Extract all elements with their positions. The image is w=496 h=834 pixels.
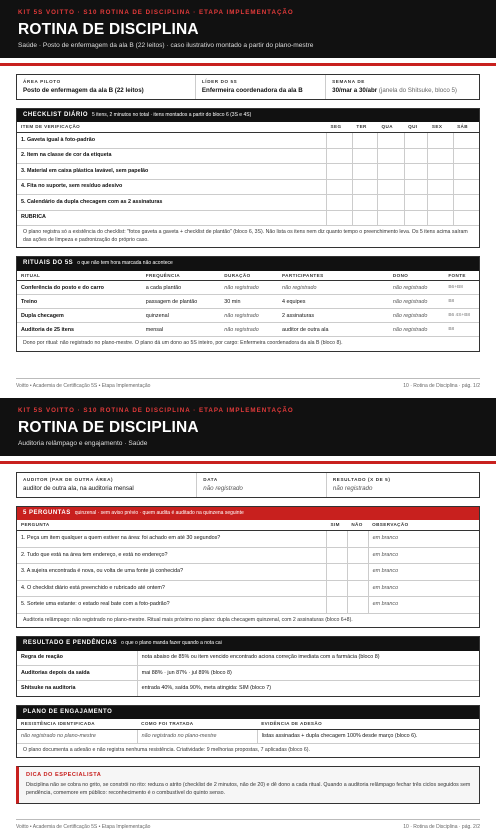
yes-box[interactable] — [327, 597, 348, 614]
col-header: QUA — [378, 122, 405, 132]
engagement-row — [17, 729, 479, 743]
day-box[interactable] — [327, 210, 353, 226]
yes-box[interactable] — [327, 580, 348, 597]
question-text: 5. Sorteie uma estante: o estado real bate com a foto-padrão? — [17, 597, 327, 614]
checklist-item: 1. Gaveta igual à foto-padrão — [17, 133, 327, 149]
kicker: KIT 5S VOITTO · S10 ROTINA DE DISCIPLINA · ETAPA IMPLEMENTAÇÃO — [18, 407, 294, 414]
col-header: NÃO — [347, 520, 368, 530]
result-key: Auditorias depois da saída — [17, 666, 137, 681]
day-box[interactable] — [404, 133, 428, 149]
questions-header — [17, 507, 479, 521]
ritual-participants: auditor de outra ala — [278, 323, 389, 337]
checklist-row — [17, 195, 479, 211]
audit-info-bar — [16, 472, 480, 497]
yes-box[interactable] — [327, 547, 348, 564]
info-label: ÁREA PILOTO — [23, 79, 61, 85]
engagement-evidence: listas assinadas + dupla checagem 100% desde março (bloco 6). — [257, 729, 479, 743]
page-header — [0, 0, 496, 58]
day-box[interactable] — [453, 179, 479, 195]
info-value: Posto de enfermagem da ala B (22 leitos) — [23, 87, 144, 95]
page-footer — [16, 819, 480, 830]
no-box[interactable] — [347, 580, 368, 597]
page-header — [0, 398, 496, 456]
ritual-duration: não registrado — [220, 281, 278, 295]
results-table — [17, 651, 479, 696]
expert-tip — [16, 766, 480, 804]
info-value: auditor de outra ala, na auditoria mensal — [23, 485, 134, 493]
day-box[interactable] — [428, 148, 453, 164]
day-box[interactable] — [453, 210, 479, 226]
ritual-owner: não registrado — [389, 281, 444, 295]
info-area — [17, 75, 196, 98]
info-value: não registrado — [332, 485, 373, 493]
yes-box[interactable] — [327, 531, 348, 548]
col-header: SEG — [327, 122, 353, 132]
info-value: não registrado — [203, 485, 243, 493]
day-box[interactable] — [428, 210, 453, 226]
checklist-item: 2. Item na classe de cor da etiqueta — [17, 148, 327, 164]
info-date — [197, 473, 327, 496]
day-box[interactable] — [404, 164, 428, 180]
ritual-source: B6 4S+B8 — [444, 309, 479, 323]
questions-note: Auditoria relâmpago: não registrado no plano-mestre. Ritual mais próximo no plano: dupla checagem quinzenal, com 2 assinaturas (bloco 6+8). — [23, 616, 353, 623]
observation[interactable]: em branco — [368, 580, 479, 597]
question-row — [17, 564, 479, 581]
info-value: 30/mar a 30/abr — [332, 87, 378, 95]
info-label: AUDITOR (PAR DE OUTRA ÁREA) — [23, 477, 114, 483]
col-header: RESISTÊNCIA IDENTIFICADA — [17, 719, 137, 729]
result-row — [17, 651, 479, 666]
rituals-note: Dono por ritual: não registrado no plano-mestre. O plano dá um dono ao 5S inteiro, por cargo: Enfermeira coordenadora da ala B (bloco 8). — [23, 340, 343, 347]
engagement-table — [17, 719, 479, 744]
day-box[interactable] — [428, 164, 453, 180]
ritual-row — [17, 323, 479, 337]
observation[interactable]: em branco — [368, 564, 479, 581]
day-box[interactable] — [428, 179, 453, 195]
day-box[interactable] — [378, 133, 405, 149]
engagement-section — [16, 705, 480, 759]
info-auditor — [17, 473, 197, 496]
ritual-frequency: quinzenal — [142, 309, 221, 323]
day-box[interactable] — [378, 179, 405, 195]
yes-box[interactable] — [327, 564, 348, 581]
footer-right: 10 · Rotina de Disciplina · pág. 2/2 — [403, 823, 480, 830]
day-box[interactable] — [352, 133, 377, 149]
no-box[interactable] — [347, 547, 368, 564]
accent-rule — [0, 63, 496, 66]
page-subtitle: Auditoria relâmpago e engajamento · Saúde — [18, 440, 148, 448]
ritual-name: Conferência do posto e do carro — [17, 281, 142, 295]
checklist-item: 3. Material em caixa plástica lavável, sem papelão — [17, 164, 327, 180]
day-box[interactable] — [327, 133, 353, 149]
day-box[interactable] — [378, 148, 405, 164]
engagement-header — [17, 706, 479, 720]
question-text: 2. Tudo que está na área tem endereço, e está no endereço? — [17, 547, 327, 564]
ritual-owner: não registrado — [389, 309, 444, 323]
checklist-row — [17, 148, 479, 164]
ritual-source: B6+B8 — [444, 281, 479, 295]
col-header: SÁB — [453, 122, 479, 132]
day-box[interactable] — [404, 210, 428, 226]
day-box[interactable] — [428, 133, 453, 149]
accent-rule — [0, 461, 496, 464]
section-title: 5 PERGUNTAS — [23, 509, 71, 516]
results-section — [16, 636, 480, 697]
checklist-section — [16, 108, 480, 248]
section-title: RESULTADO E PENDÊNCIAS — [23, 640, 118, 647]
day-box[interactable] — [327, 195, 353, 211]
info-label: RESULTADO (X DE 5) — [332, 477, 391, 483]
ritual-name: Dupla checagem — [17, 309, 142, 323]
info-label: DATA — [203, 477, 218, 483]
rubric-row — [17, 210, 479, 226]
col-header: DONO — [389, 271, 444, 281]
info-leader — [196, 75, 326, 98]
day-box[interactable] — [404, 195, 428, 211]
col-header: ITEM DE VERIFICAÇÃO — [17, 122, 327, 132]
page-title: ROTINA DE DISCIPLINA — [18, 418, 199, 436]
day-box[interactable] — [352, 195, 377, 211]
day-box[interactable] — [327, 148, 353, 164]
checklist-row — [17, 179, 479, 195]
col-header: SIM — [327, 520, 348, 530]
rituals-section — [16, 256, 480, 352]
ritual-source: B8 — [444, 295, 479, 309]
tip-text: Disciplina não se cobra no grito, se constrói no rito: reduza o atrito (checklist de 2 minutos, não de 20) e dê dono a cada ritual. Quando a auditoria relâmpago fechar três ciclos seguidos sem pendência, comemore em público: reconhecimento é o combustível do quinto senso. — [26, 782, 471, 797]
no-box[interactable] — [347, 564, 368, 581]
engagement-treatment: não registrado no plano-mestre — [137, 729, 257, 743]
day-box[interactable] — [378, 210, 405, 226]
day-box[interactable] — [453, 195, 479, 211]
kicker: KIT 5S VOITTO · S10 ROTINA DE DISCIPLINA · ETAPA IMPLEMENTAÇÃO — [18, 9, 294, 16]
section-subtitle: 5 itens, 2 minutos no total · itens montados a partir do bloco 6 (3S e 4S) — [92, 111, 252, 118]
day-box[interactable] — [453, 148, 479, 164]
result-row — [17, 666, 479, 681]
questions-section — [16, 506, 480, 628]
footer-right: 10 · Rotina de Disciplina · pág. 1/2 — [403, 382, 480, 389]
info-week — [326, 75, 479, 98]
day-box[interactable] — [352, 164, 377, 180]
ritual-frequency: mensal — [142, 323, 221, 337]
info-value: Enfermeira coordenadora da ala B — [201, 87, 303, 95]
day-box[interactable] — [428, 195, 453, 211]
info-label: LÍDER DO 5S — [201, 79, 238, 85]
no-box[interactable] — [347, 597, 368, 614]
info-extra: (janela do Shitsuke, bloco 5) — [377, 87, 457, 95]
rubric-label: RUBRICA — [17, 210, 327, 226]
col-header: COMO FOI TRATADA — [137, 719, 257, 729]
footer-left: Voitto • Academia de Certificação 5S • Etapa Implementação — [16, 823, 151, 830]
result-value: mai 88% · jun 87% · jul 89% (bloco 8) — [137, 666, 479, 681]
footer-left: Voitto • Academia de Certificação 5S • Etapa Implementação — [16, 382, 151, 389]
section-title: CHECKLIST DIÁRIO — [23, 111, 88, 118]
checklist-row — [17, 133, 479, 149]
col-header: QUI — [404, 122, 428, 132]
observation[interactable]: em branco — [368, 547, 479, 564]
result-key: Shitsuke na auditoria — [21, 684, 76, 691]
ritual-owner: não registrado — [389, 295, 444, 309]
ritual-participants: 4 equipes — [278, 295, 389, 309]
day-box[interactable] — [378, 164, 405, 180]
info-label: SEMANA DE — [332, 79, 365, 85]
ritual-duration: não registrado — [220, 323, 278, 337]
tip-title: DICA DO ESPECIALISTA — [26, 772, 102, 779]
col-header: FREQUÊNCIA — [142, 271, 221, 281]
section-subtitle: quinzenal · sem aviso prévio · quem audita é auditado na quinzena seguinte — [74, 509, 244, 516]
day-box[interactable] — [404, 148, 428, 164]
question-text: 3. A sujeira encontrada é nova, ou volta de uma fonte já conhecida? — [17, 564, 327, 581]
no-box[interactable] — [347, 531, 368, 548]
question-row — [17, 597, 479, 614]
section-subtitle: o que não tem hora marcada não acontece — [77, 260, 173, 267]
section-title: RITUAIS DO 5S — [23, 260, 74, 267]
engagement-note: O plano documenta a adesão e não registra nenhuma resistência. Criatividade: 9 melhorias propostas, 7 aplicadas (bloco 6). — [23, 746, 310, 753]
day-box[interactable] — [327, 179, 353, 195]
col-header: DURAÇÃO — [220, 271, 278, 281]
page-2 — [0, 398, 496, 834]
ritual-name: Treino — [17, 295, 142, 309]
checklist-item: 4. Fita no suporte, sem resíduo adesivo — [17, 179, 327, 195]
col-header: TER — [352, 122, 377, 132]
checklist-header — [17, 109, 479, 123]
col-header: PERGUNTA — [17, 520, 327, 530]
rituals-table — [17, 271, 479, 338]
col-header: SEX — [428, 122, 453, 132]
page-title: ROTINA DE DISCIPLINA — [18, 20, 199, 38]
ritual-duration: 30 min — [220, 295, 278, 309]
col-header: PARTICIPANTES — [278, 271, 389, 281]
page-footer — [16, 378, 480, 389]
info-result — [327, 473, 479, 496]
ritual-row — [17, 295, 479, 309]
day-box[interactable] — [453, 133, 479, 149]
ritual-frequency: a cada plantão — [142, 281, 221, 295]
checklist-note: O plano registra só a existência do checklist: "fotos gaveta a gaveta + checklist de plantão" (bloco 6, 3S). Não lista os itens nem diz quanto tempo o preenchimento leva. Os 5 itens acima saíram das ações de limpeza e padronização do próprio caso. — [23, 229, 468, 243]
col-header: EVIDÊNCIA DE ADESÃO — [257, 719, 479, 729]
day-box[interactable] — [378, 195, 405, 211]
results-header — [17, 637, 479, 651]
result-value: nota abaixo de 85% ou item vencido encontrado aciona correção imediata com a farmácia (bloco 8) — [137, 651, 479, 666]
day-box[interactable] — [404, 179, 428, 195]
result-value: entrada 40%, saída 90%, meta atingida: SIM (bloco 7) — [137, 681, 479, 696]
section-title: PLANO DE ENGAJAMENTO — [23, 708, 113, 715]
observation[interactable]: em branco — [368, 597, 479, 614]
day-box[interactable] — [327, 164, 353, 180]
day-box[interactable] — [352, 210, 377, 226]
ritual-row — [17, 281, 479, 295]
question-text: 1. Peça um item qualquer a quem estiver na área: foi achado em até 30 segundos? — [17, 531, 327, 548]
checklist-table — [17, 122, 479, 226]
section-subtitle: o que o plano manda fazer quando a nota cai — [121, 640, 222, 647]
col-header: OBSERVAÇÃO — [368, 520, 479, 530]
ritual-name: Auditoria de 25 itens — [17, 323, 142, 337]
observation[interactable]: em branco — [368, 531, 479, 548]
ritual-row — [17, 309, 479, 323]
ritual-duration: não registrado — [220, 309, 278, 323]
result-row — [17, 681, 479, 696]
engagement-resistance: não registrado no plano-mestre — [17, 729, 137, 743]
ritual-source: B8 — [444, 323, 479, 337]
questions-table — [17, 520, 479, 613]
question-text: 4. O checklist diário está preenchido e rubricado até ontem? — [17, 580, 327, 597]
page-1 — [0, 0, 496, 393]
checklist-row — [17, 164, 479, 180]
result-key: Regra de reação — [17, 651, 137, 666]
ritual-participants: não registrado — [278, 281, 389, 295]
question-row — [17, 547, 479, 564]
col-header: FONTE — [444, 271, 479, 281]
day-box[interactable] — [453, 164, 479, 180]
info-bar — [16, 74, 480, 99]
question-row — [17, 531, 479, 548]
question-row — [17, 580, 479, 597]
ritual-frequency: passagem de plantão — [142, 295, 221, 309]
rituals-header — [17, 257, 479, 271]
day-box[interactable] — [352, 179, 377, 195]
ritual-participants: 2 assinaturas — [278, 309, 389, 323]
col-header: RITUAL — [17, 271, 142, 281]
ritual-owner: não registrado — [389, 323, 444, 337]
checklist-item: 5. Calendário da dupla checagem com as 2 assinaturas — [17, 195, 327, 211]
day-box[interactable] — [352, 148, 377, 164]
page-subtitle: Saúde · Posto de enfermagem da ala B (22 leitos) · caso ilustrativo montado a partir do plano-mestre — [18, 42, 314, 50]
